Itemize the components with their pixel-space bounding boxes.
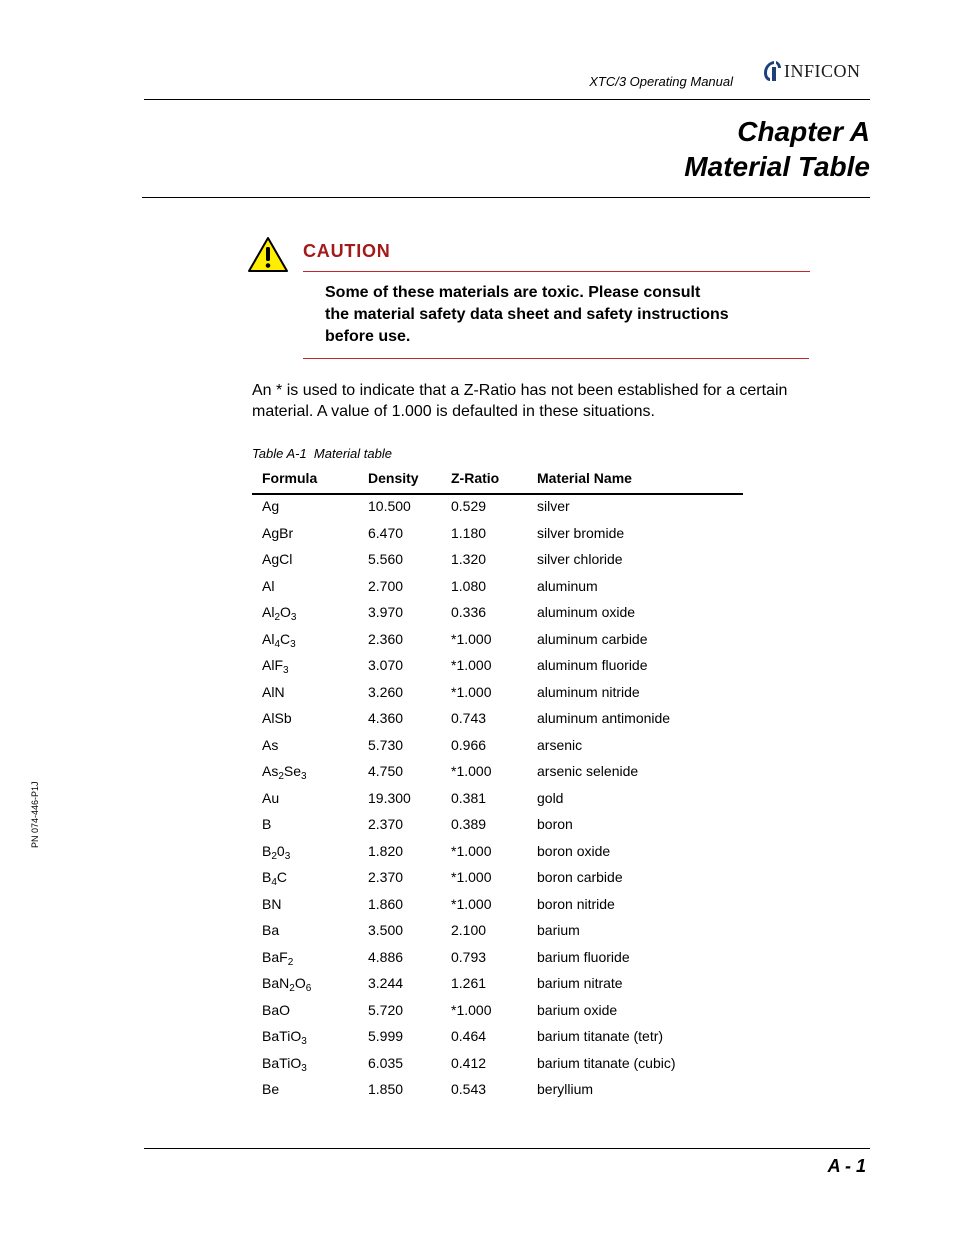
cell-material-name: boron	[537, 816, 573, 832]
cell-formula: Al	[262, 577, 275, 594]
caution-message	[325, 282, 795, 348]
cell-density: 1.860	[368, 895, 404, 912]
cell-density: 10.500	[368, 498, 411, 514]
table-row	[252, 493, 743, 520]
part-number: PN 074-446-P1J	[30, 781, 40, 848]
cell-density: 19.300	[368, 789, 411, 806]
cell-z-ratio: 0.793	[451, 948, 487, 965]
cell-density: 5.999	[368, 1028, 404, 1044]
caution-line: Some of these materials are toxic. Please consult	[325, 284, 701, 301]
cell-density: 6.035	[368, 1054, 404, 1071]
cell-formula: $B_20_3$	[262, 842, 291, 862]
cell-formula: $BaN_2O_6$	[262, 975, 312, 994]
cell-z-ratio: 1.180	[451, 524, 487, 541]
cell-density: 3.244	[368, 975, 404, 991]
cell-formula: BaO	[262, 1001, 291, 1018]
table-row	[252, 758, 743, 785]
cell-z-ratio: 0.543	[451, 1081, 487, 1097]
table-row	[252, 679, 743, 706]
cell-formula: Be	[262, 1081, 280, 1097]
cell-density: 2.700	[368, 577, 404, 594]
cell-material-name: barium	[537, 922, 580, 938]
column-header-density: Density	[368, 470, 419, 486]
cell-formula: BaF$_2$	[262, 948, 294, 968]
cell-z-ratio: 1.261	[451, 975, 487, 991]
inficon-logo	[760, 58, 872, 84]
cell-density: 3.970	[368, 604, 404, 620]
cell-z-ratio: *1.000	[451, 895, 492, 912]
cell-formula: $B_4C$	[262, 869, 288, 888]
cell-z-ratio: 0.529	[451, 498, 487, 514]
cell-material-name: arsenic	[537, 736, 583, 753]
cell-z-ratio: 0.389	[451, 816, 487, 832]
table-row	[252, 838, 743, 865]
table-row	[252, 1023, 743, 1050]
intro-line: material. A value of 1.000 is defaulted in these situations.	[252, 403, 655, 420]
cell-density: 2.360	[368, 630, 404, 647]
cell-material-name: silver chloride	[537, 551, 623, 567]
cell-density: 5.560	[368, 551, 404, 567]
cell-density: 3.260	[368, 683, 404, 700]
cell-formula: Ag	[262, 498, 280, 514]
caution-line: before use.	[325, 328, 411, 345]
table-row	[252, 970, 743, 997]
cell-z-ratio: 2.100	[451, 922, 487, 938]
cell-formula: As	[262, 736, 279, 753]
caution-top-rule	[303, 271, 810, 272]
column-header-formula: Formula	[262, 470, 318, 486]
column-header-z-ratio: Z-Ratio	[451, 470, 500, 486]
cell-material-name: aluminum oxide	[537, 604, 636, 620]
cell-material-name: silver	[537, 498, 570, 514]
cell-z-ratio: 0.381	[451, 789, 487, 806]
cell-formula: AlSb	[262, 710, 292, 726]
cell-formula: BN	[262, 895, 282, 912]
cell-material-name: aluminum carbide	[537, 630, 648, 647]
cell-material-name: silver bromide	[537, 524, 625, 541]
table-header	[252, 470, 743, 495]
cell-material-name: boron carbide	[537, 869, 623, 885]
caution-line: the material safety data sheet and safety instructions	[325, 306, 729, 323]
table-row	[252, 1076, 743, 1103]
cell-material-name: barium oxide	[537, 1001, 618, 1018]
table-row	[252, 573, 743, 600]
cell-density: 4.360	[368, 710, 404, 726]
cell-formula: AgBr	[262, 524, 294, 541]
chapter-title-line-1: Chapter A	[737, 116, 870, 147]
table-row	[252, 917, 743, 944]
cell-density: 1.820	[368, 842, 404, 859]
cell-z-ratio: *1.000	[451, 657, 492, 673]
cell-material-name: arsenic selenide	[537, 763, 639, 779]
cell-material-name: beryllium	[537, 1081, 594, 1097]
cell-material-name: barium fluoride	[537, 948, 630, 965]
intro-paragraph	[252, 380, 842, 422]
cell-formula: $Al_4C_3$	[262, 630, 296, 650]
table-row	[252, 944, 743, 971]
cell-formula: BaTiO$_3$	[262, 1028, 307, 1047]
caution-bottom-rule	[303, 358, 809, 359]
table-row	[252, 652, 743, 679]
chapter-title-line-2: Material Table	[684, 151, 870, 182]
table-caption	[252, 446, 392, 461]
cell-formula: Au	[262, 789, 280, 806]
table-row	[252, 891, 743, 918]
logo-text: INFICON	[784, 61, 861, 81]
table-row	[252, 599, 743, 626]
footer-divider	[144, 1148, 870, 1149]
cell-density: 3.500	[368, 922, 404, 938]
inficon-logo-icon	[760, 59, 782, 83]
cell-density: 3.070	[368, 657, 404, 673]
cell-formula: $Al_2O_3$	[262, 604, 297, 623]
table-row	[252, 732, 743, 759]
cell-material-name: boron nitride	[537, 895, 615, 912]
table-row	[252, 626, 743, 653]
cell-material-name: aluminum antimonide	[537, 710, 671, 726]
cell-material-name: aluminum nitride	[537, 683, 640, 700]
cell-z-ratio: 0.336	[451, 604, 487, 620]
warning-triangle-icon	[247, 236, 289, 274]
cell-density: 5.720	[368, 1001, 404, 1018]
cell-formula: AlN	[262, 683, 285, 700]
cell-density: 2.370	[368, 816, 404, 832]
cell-material-name: barium titanate (tetr)	[537, 1028, 664, 1044]
cell-z-ratio: *1.000	[451, 683, 492, 700]
header-divider	[144, 99, 870, 100]
table-caption-label: Table A-1	[252, 446, 307, 461]
cell-formula: AgCl	[262, 551, 293, 567]
cell-z-ratio: *1.000	[451, 630, 492, 647]
chapter-title	[684, 114, 870, 184]
table-row	[252, 864, 743, 891]
cell-z-ratio: 0.464	[451, 1028, 487, 1044]
cell-density: 4.886	[368, 948, 404, 965]
cell-formula: BaTiO$_3$	[262, 1054, 307, 1074]
cell-material-name: boron oxide	[537, 842, 611, 859]
cell-z-ratio: *1.000	[451, 763, 492, 779]
material-table-body	[252, 493, 743, 1103]
table-row	[252, 785, 743, 812]
manual-title: XTC/3 Operating Manual	[589, 74, 733, 89]
cell-formula: Ba	[262, 922, 280, 938]
cell-material-name: barium titanate (cubic)	[537, 1054, 676, 1071]
table-row	[252, 546, 743, 573]
cell-formula: B	[262, 816, 272, 832]
cell-formula: AlF$_3$	[262, 657, 289, 676]
chapter-divider	[142, 197, 870, 198]
intro-line: An * is used to indicate that a Z-Ratio has not been established for a certain	[252, 382, 788, 399]
cell-density: 2.370	[368, 869, 404, 885]
cell-z-ratio: 0.412	[451, 1054, 487, 1071]
page-number: A - 1	[827, 1156, 866, 1176]
cell-material-name: barium nitrate	[537, 975, 623, 991]
table-row	[252, 811, 743, 838]
cell-density: 6.470	[368, 524, 404, 541]
caution-label: CAUTION	[303, 241, 391, 261]
cell-density: 4.750	[368, 763, 404, 779]
cell-formula: $As_2Se_3$	[262, 763, 307, 782]
table-caption-title: Material table	[313, 446, 392, 461]
cell-z-ratio: 1.080	[451, 577, 487, 594]
table-row	[252, 1050, 743, 1077]
cell-z-ratio: *1.000	[451, 869, 492, 885]
cell-z-ratio: *1.000	[451, 1001, 492, 1018]
cell-density: 1.850	[368, 1081, 404, 1097]
cell-density: 5.730	[368, 736, 404, 753]
cell-z-ratio: 0.966	[451, 736, 487, 753]
table-row	[252, 520, 743, 547]
cell-material-name: gold	[537, 789, 564, 806]
table-row	[252, 705, 743, 732]
cell-z-ratio: *1.000	[451, 842, 492, 859]
table-row	[252, 997, 743, 1024]
cell-material-name: aluminum	[537, 577, 598, 594]
cell-material-name: aluminum fluoride	[537, 657, 648, 673]
cell-z-ratio: 1.320	[451, 551, 487, 567]
cell-z-ratio: 0.743	[451, 710, 487, 726]
column-header-material-name: Material Name	[537, 470, 632, 486]
